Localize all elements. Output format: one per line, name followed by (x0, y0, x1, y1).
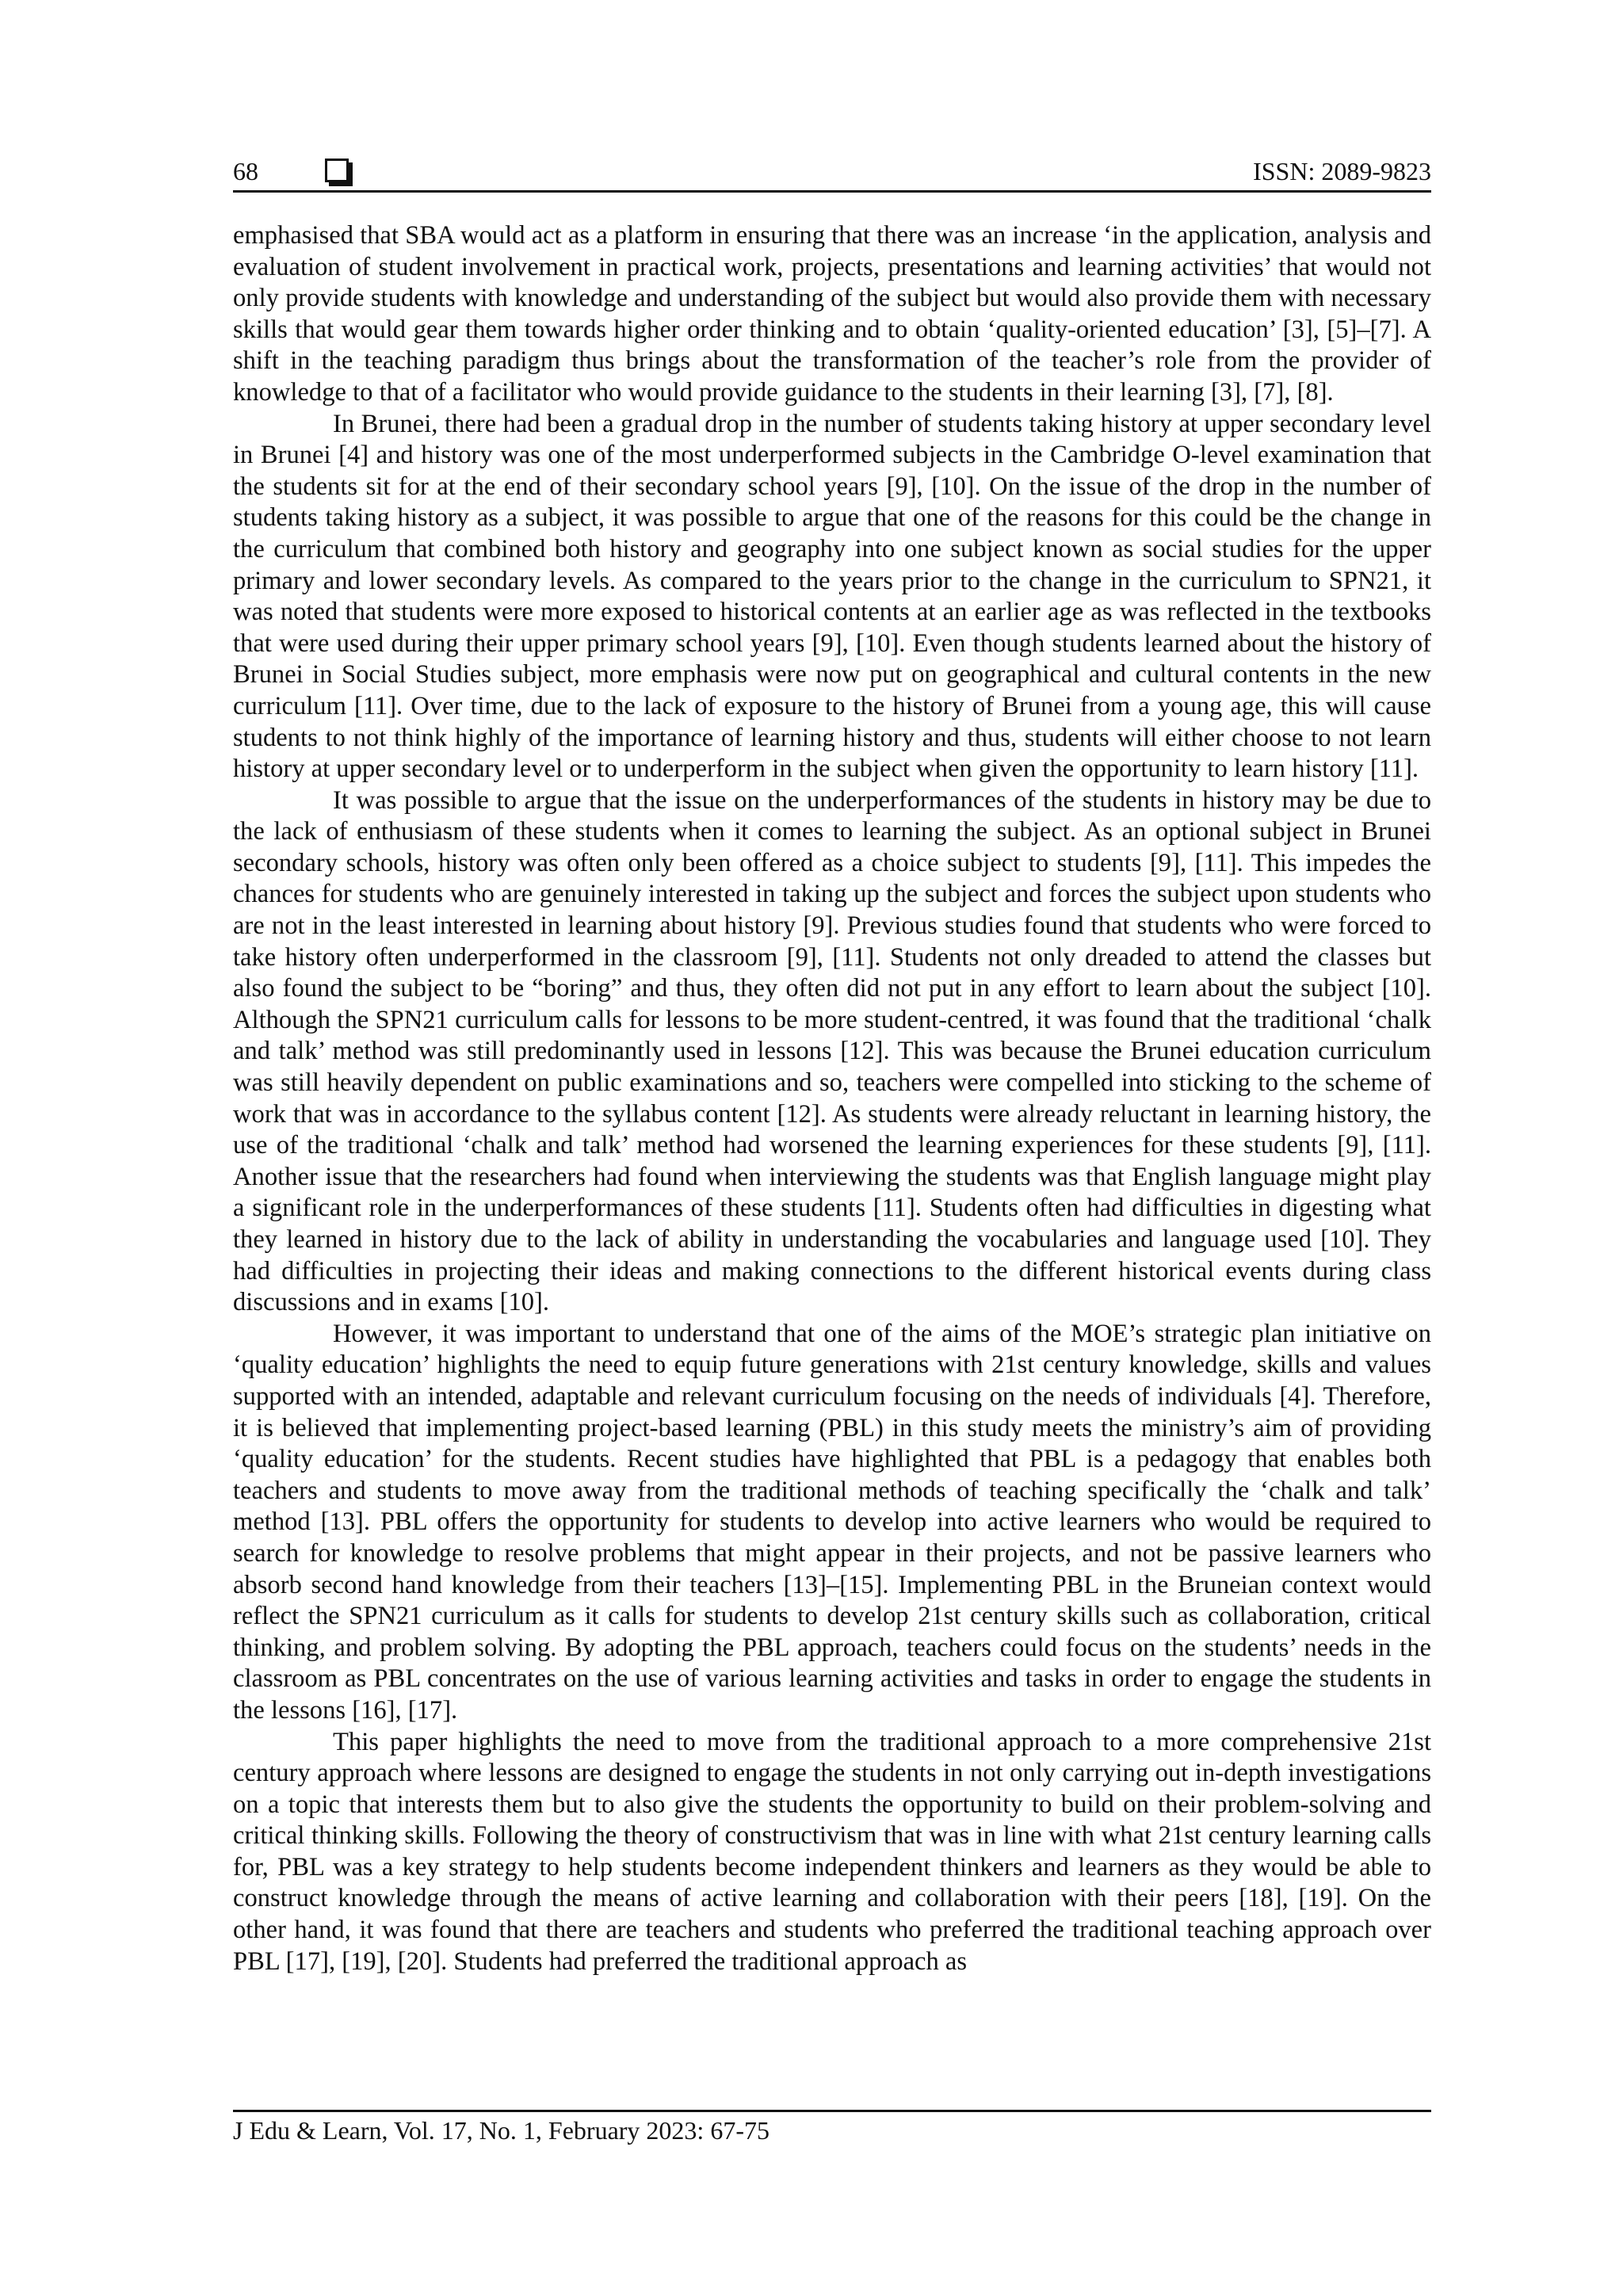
box-bullet-icon (325, 159, 349, 182)
page-header (233, 155, 1431, 193)
paragraph-5: This paper highlights the need to move from the traditional approach to a more comprehensive 21st century approach where lessons are designed to engage the students in not only carrying out in-depth investigations on a topic that interests them but to also give the students the opportunity to build on their problem-solving and critical thinking skills. Following the theory of constructivism that was in line with what 21st century learning calls for, PBL was a key strategy to help students become independent thinkers and learners as they would be able to construct knowledge through the means of active learning and collaboration with their peers [18], [19]. On the other hand, it was found that there are teachers and students who preferred the traditional teaching approach over PBL [17], [19], [20]. Students had preferred the traditional approach as (233, 1727, 1431, 1976)
paragraph-2: In Brunei, there had been a gradual drop in the number of students taking history at upper secondary level in Brunei [4] and history was one of the most underperformed subjects in the Cambridge O-level examination that the students sit for at the end of their secondary school years [9], [10]. On the issue of the drop in the number of students taking history as a subject, it was possible to argue that one of the reasons for this could be the change in the curriculum that combined both history and geography into one subject known as social studies for the upper primary and lower secondary levels. As compared to the years prior to the change in the curriculum to SPN21, it was noted that students were more exposed to historical contents at an earlier age as was reflected in the textbooks that were used during their upper primary school years [9], [10]. Even though students learned about the history of Brunei in Social Studies subject, more emphasis were now put on geographical and cultural contents in the new curriculum [11]. Over time, due to the lack of exposure to the history of Brunei from a young age, this will cause students to not think highly of the importance of learning history and thus, students will either choose to not learn history at upper secondary level or to underperform in the subject when given the opportunity to learn history [11]. (233, 409, 1431, 784)
issn-label: ISSN: 2089-9823 (1253, 157, 1431, 185)
footer-divider (233, 2110, 1431, 2112)
paragraph-1: emphasised that SBA would act as a platform in ensuring that there was an increase ‘in the application, analysis and evaluation of student involvement in practical work, projects, presentations and learning activities’ that would not only provide students with knowledge and understanding of the subject but would also provide them with necessary skills that would gear them towards higher order thinking and to obtain ‘quality-oriented education’ [3], [5]–[7]. A shift in the teaching paradigm thus brings about the transformation of the teacher’s role from the provider of knowledge to that of a facilitator who would provide guidance to the students in their learning [3], [7], [8]. (233, 221, 1431, 407)
paragraph-3: It was possible to argue that the issue on the underperformances of the students in history may be due to the lack of enthusiasm of these students when it comes to learning the subject. As an optional subject in Brunei secondary schools, history was often only been offered as a choice subject to students [9], [11]. This impedes the chances for students who are genuinely interested in taking up the subject and forces the subject upon students who are not in the least interested in learning about history [9]. Previous studies found that students who were forced to take history often underperformed in the classroom [9], [11]. Students not only dreaded to attend the classes but also found the subject to be “boring” and thus, they often did not put in any effort to learn about the subject [10]. Although the SPN21 curriculum calls for lessons to be more student-centred, it was found that the traditional ‘chalk and talk’ method was still predominantly used in lessons [12]. This was because the Brunei education curriculum was still heavily dependent on public examinations and so, teachers were compelled into sticking to the scheme of work that was in accordance to the syllabus content [12]. As students were already reluctant in learning history, the use of the traditional ‘chalk and talk’ method had worsened the learning experiences for these students [9], [11]. Another issue that the researchers had found when interviewing the students was that English language might play a significant role in the underperformances of these students [11]. Students often had difficulties in digesting what they learned in history due to the lack of ability in understanding the vocabularies and language used [10]. They had difficulties in projecting their ideas and making connections to the different historical events during class discussions and in exams [10]. (233, 785, 1431, 1317)
page-footer-citation: J Edu & Learn, Vol. 17, No. 1, February 2023: 67-75 (233, 2116, 769, 2145)
paragraph-4: However, it was important to understand that one of the aims of the MOE’s strategic plan initiative on ‘quality education’ highlights the need to equip future generations with 21st century knowledge, skills and values supported with an intended, adaptable and relevant curriculum focusing on the needs of individuals [4]. Therefore, it is believed that implementing project-based learning (PBL) in this study meets the ministry’s aim of providing ‘quality education’ for the students. Recent studies have highlighted that PBL is a pedagogy that enables both teachers and students to move away from the traditional methods of teaching specifically the ‘chalk and talk’ method [13]. PBL offers the opportunity for students to develop into active learners who would be required to search for knowledge to resolve problems that might appear in their projects, and not be passive learners who absorb second hand knowledge from their teachers [13]–[15]. Implementing PBL in the Bruneian context would reflect the SPN21 curriculum as it calls for students to develop 21st century skills such as collaboration, critical thinking, and problem solving. By adopting the PBL approach, teachers could focus on the students’ needs in the classroom as PBL concentrates on the use of various learning activities and tasks in order to engage the students in the lessons [16], [17]. (233, 1319, 1431, 1725)
page-number: 68 (233, 157, 258, 185)
article-body (233, 220, 1431, 1977)
header-divider (233, 190, 1431, 193)
